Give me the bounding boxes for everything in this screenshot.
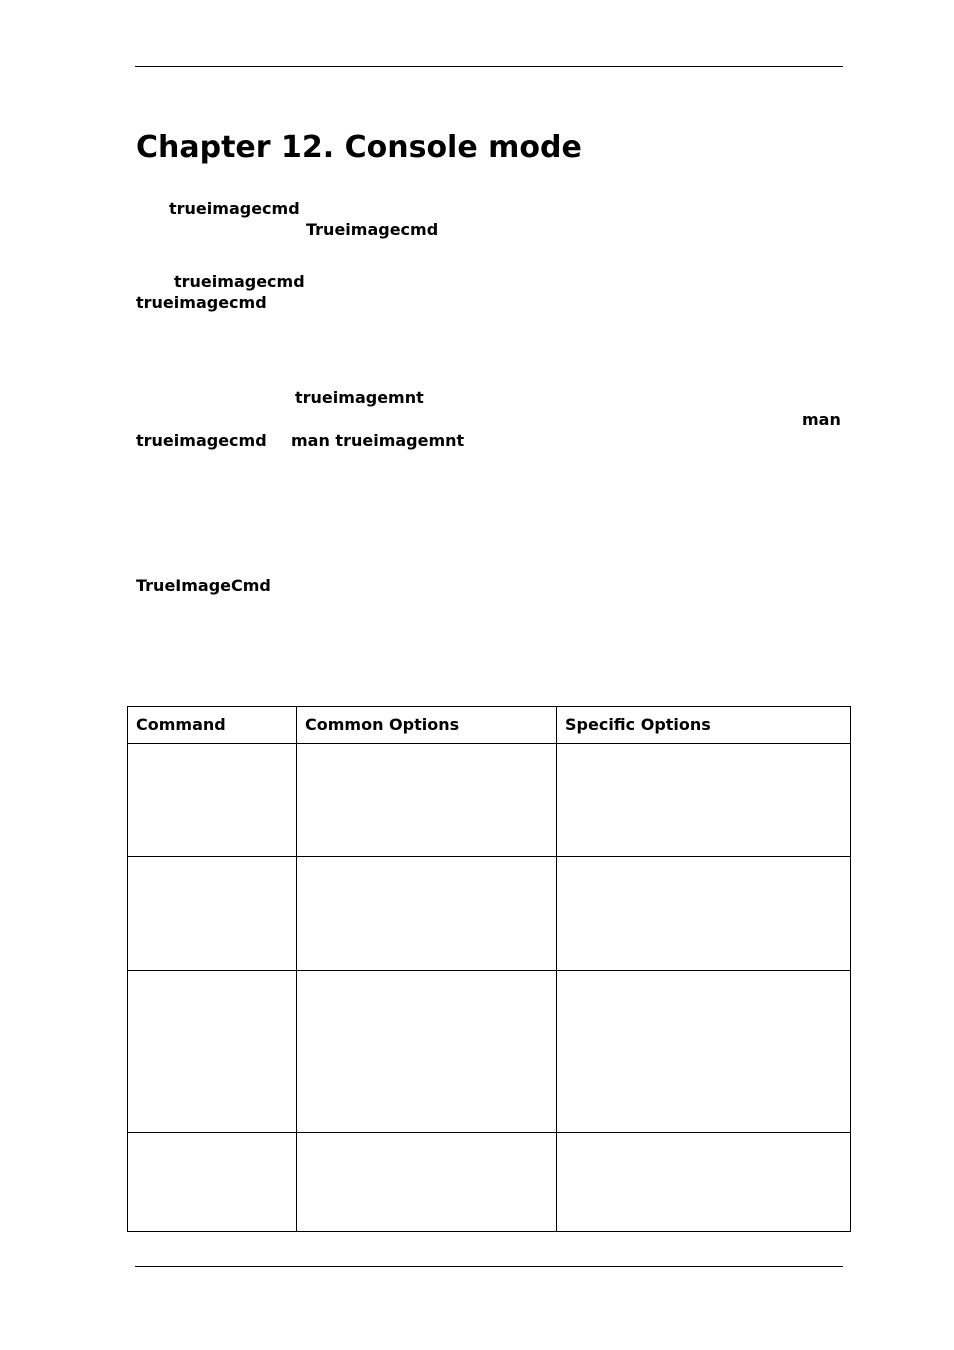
table-cell [297, 1133, 557, 1232]
table-cell [128, 744, 297, 857]
keyword-trueimagecmd: trueimagecmd [136, 293, 267, 312]
commands-table [127, 706, 851, 1232]
keyword-trueimagecmd: trueimagecmd [174, 272, 305, 291]
table-cell [557, 1133, 851, 1232]
table-cell [297, 971, 557, 1133]
keyword-trueimagecmd-heading: TrueImageCmd [136, 576, 271, 595]
table-row [128, 857, 851, 971]
table-cell [557, 857, 851, 971]
table-cell [128, 1133, 297, 1232]
keyword-trueimagecmd: trueimagecmd [169, 199, 300, 218]
column-header-specific-options: Specific Options [557, 707, 851, 744]
keyword-trueimagecmd: trueimagecmd [136, 431, 267, 450]
column-header-command: Command [128, 707, 297, 744]
keyword-man-trueimagemnt: man trueimagemnt [291, 431, 465, 450]
table-cell [557, 971, 851, 1133]
column-header-common-options: Common Options [297, 707, 557, 744]
table-cell [557, 744, 851, 857]
table-header-row [128, 707, 851, 744]
footer-rule [135, 1266, 843, 1267]
table-row [128, 971, 851, 1133]
table-cell [297, 857, 557, 971]
table-cell [297, 744, 557, 857]
header-rule [135, 66, 843, 67]
chapter-title: Chapter 12. Console mode [136, 130, 582, 165]
table-cell [128, 971, 297, 1133]
table-row [128, 1133, 851, 1232]
keyword-trueimagecmd: Trueimagecmd [306, 220, 439, 239]
table-cell [128, 857, 297, 971]
keyword-trueimagemnt: trueimagemnt [295, 388, 424, 407]
keyword-man: man [802, 410, 841, 429]
table-row [128, 744, 851, 857]
